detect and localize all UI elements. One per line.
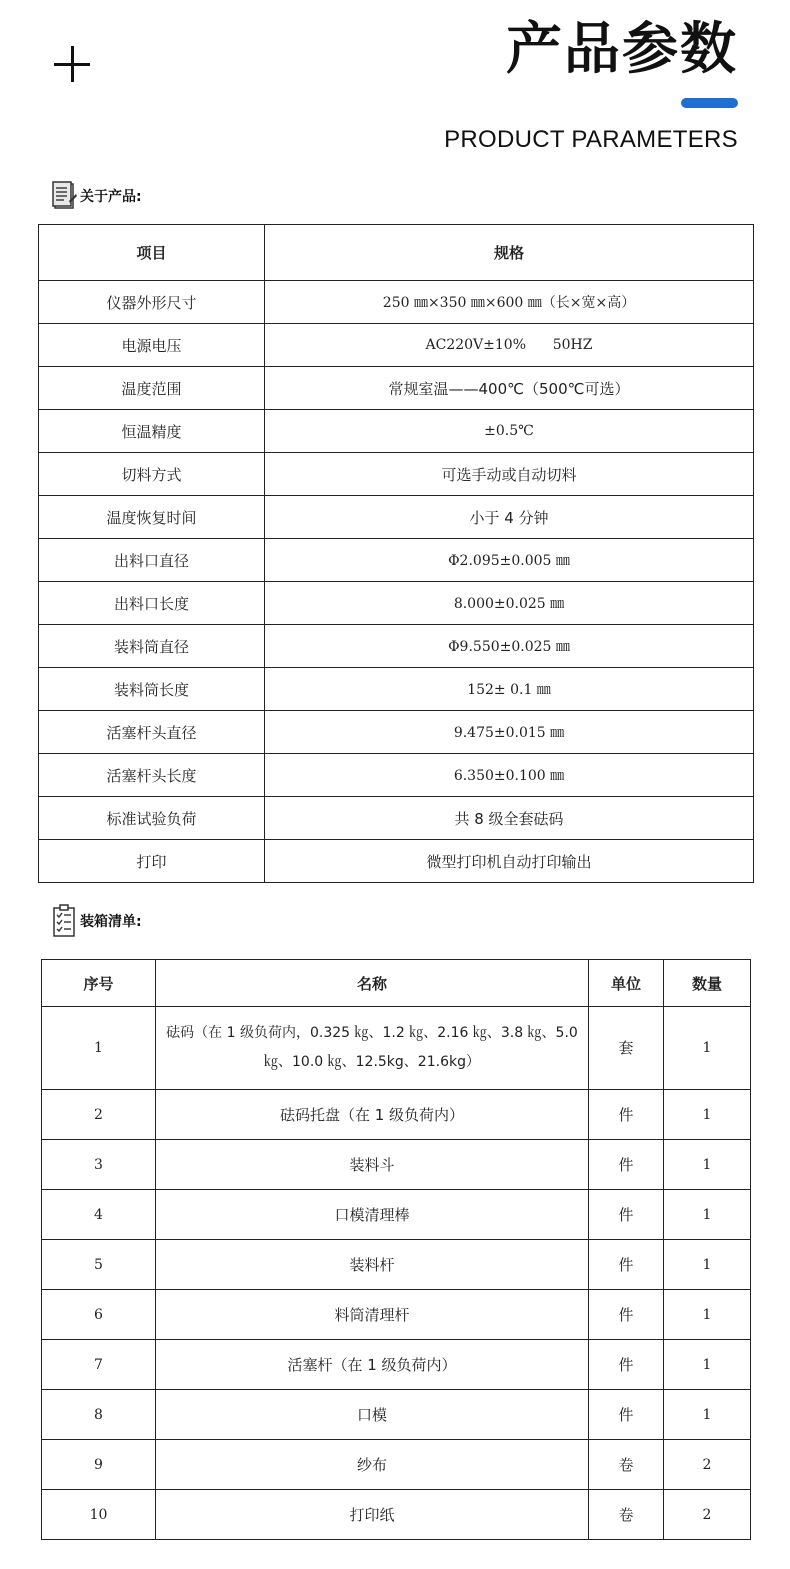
item-name: 装料斗 [156,1140,589,1190]
item-name: 口模清理棒 [156,1190,589,1240]
table-row [39,281,754,324]
param-item: 恒温精度 [39,410,265,453]
item-no: 10 [42,1490,156,1540]
table-row [39,797,754,840]
param-spec: 可选手动或自动切料 [265,453,754,496]
page-title: 产品参数 [506,17,738,82]
param-spec: 共 8 级全套砝码 [265,797,754,840]
item-qty: 2 [664,1440,751,1490]
table-row [42,1090,751,1140]
about-section-heading [52,181,142,211]
item-name: 纱布 [156,1440,589,1490]
title-accent-bar [681,98,738,108]
packing-list-table [41,959,751,1540]
table-row [39,711,754,754]
param-item: 标准试验负荷 [39,797,265,840]
param-spec: AC220V±10% 50HZ [265,324,754,367]
item-qty: 1 [664,1090,751,1140]
param-spec: 微型打印机自动打印输出 [265,840,754,883]
item-qty: 1 [664,1290,751,1340]
param-item: 出料口长度 [39,582,265,625]
table-row [42,1007,751,1090]
param-item: 出料口直径 [39,539,265,582]
about-heading-text: 关于产品: [80,189,142,205]
item-no: 2 [42,1090,156,1140]
param-spec: 6.350±0.100 ㎜ [265,754,754,797]
item-qty: 1 [664,1140,751,1190]
table-row [39,582,754,625]
checklist-icon [52,904,80,938]
item-name: 装料杆 [156,1240,589,1290]
table-header-row [39,225,754,281]
item-qty: 1 [664,1007,751,1090]
table-row [42,1140,751,1190]
param-spec: 152± 0.1 ㎜ [265,668,754,711]
item-no: 9 [42,1440,156,1490]
param-spec: Φ2.095±0.005 ㎜ [265,539,754,582]
table-row [39,539,754,582]
table-row [39,410,754,453]
item-unit: 件 [589,1240,664,1290]
item-qty: 1 [664,1240,751,1290]
param-item: 打印 [39,840,265,883]
item-no: 8 [42,1390,156,1440]
item-no: 5 [42,1240,156,1290]
param-item: 装料筒直径 [39,625,265,668]
param-spec: Φ9.550±0.025 ㎜ [265,625,754,668]
table-header-row [42,960,751,1007]
param-spec: 9.475±0.015 ㎜ [265,711,754,754]
table-row [39,324,754,367]
param-item: 电源电压 [39,324,265,367]
param-spec: 8.000±0.025 ㎜ [265,582,754,625]
table-row [39,625,754,668]
column-header-unit: 单位 [589,960,664,1007]
item-name: 口模 [156,1390,589,1440]
item-unit: 件 [589,1140,664,1190]
item-no: 7 [42,1340,156,1390]
param-item: 装料筒长度 [39,668,265,711]
column-header-item: 项目 [39,225,265,281]
item-no: 3 [42,1140,156,1190]
product-parameters-table [38,224,754,883]
table-row [42,1240,751,1290]
item-no: 1 [42,1007,156,1090]
param-item: 仪器外形尺寸 [39,281,265,324]
item-no: 4 [42,1190,156,1240]
item-name: 打印纸 [156,1490,589,1540]
param-spec: ±0.5℃ [265,410,754,453]
item-no: 6 [42,1290,156,1340]
item-name: 砝码托盘（在 1 级负荷内） [156,1090,589,1140]
param-item: 温度恢复时间 [39,496,265,539]
item-qty: 2 [664,1490,751,1540]
table-row [42,1290,751,1340]
item-unit: 件 [589,1340,664,1390]
page-subtitle: PRODUCT PARAMETERS [444,126,738,153]
item-name: 活塞杆（在 1 级负荷内） [156,1340,589,1390]
table-row [42,1440,751,1490]
packing-heading-text: 装箱清单: [80,914,142,930]
item-name: 料筒清理杆 [156,1290,589,1340]
plus-icon [54,46,90,82]
table-row [39,840,754,883]
param-item: 活塞杆头直径 [39,711,265,754]
table-row [42,1340,751,1390]
item-qty: 1 [664,1390,751,1440]
packing-section-heading [52,904,142,938]
item-unit: 件 [589,1390,664,1440]
table-row [42,1390,751,1440]
param-item: 活塞杆头长度 [39,754,265,797]
table-row [39,668,754,711]
item-unit: 卷 [589,1490,664,1540]
column-header-qty: 数量 [664,960,751,1007]
table-row [39,754,754,797]
column-header-spec: 规格 [265,225,754,281]
item-unit: 套 [589,1007,664,1090]
param-item: 切料方式 [39,453,265,496]
column-header-name: 名称 [156,960,589,1007]
item-unit: 件 [589,1190,664,1240]
param-spec: 常规室温——400℃（500℃可选） [265,367,754,410]
table-row [39,367,754,410]
item-unit: 件 [589,1290,664,1340]
document-icon [52,181,80,211]
table-row [39,496,754,539]
item-unit: 件 [589,1090,664,1140]
table-row [42,1490,751,1540]
column-header-no: 序号 [42,960,156,1007]
table-row [39,453,754,496]
param-spec: 小于 4 分钟 [265,496,754,539]
param-item: 温度范围 [39,367,265,410]
item-qty: 1 [664,1190,751,1240]
table-row [42,1190,751,1240]
item-unit: 卷 [589,1440,664,1490]
param-spec: 250 ㎜×350 ㎜×600 ㎜（长×宽×高） [265,281,754,324]
item-qty: 1 [664,1340,751,1390]
item-name: 砝码（在 1 级负荷内，0.325 ㎏、1.2 ㎏、2.16 ㎏、3.8 ㎏、5.0 ㎏、10.0 ㎏、12.5kg、21.6kg） [156,1007,589,1090]
